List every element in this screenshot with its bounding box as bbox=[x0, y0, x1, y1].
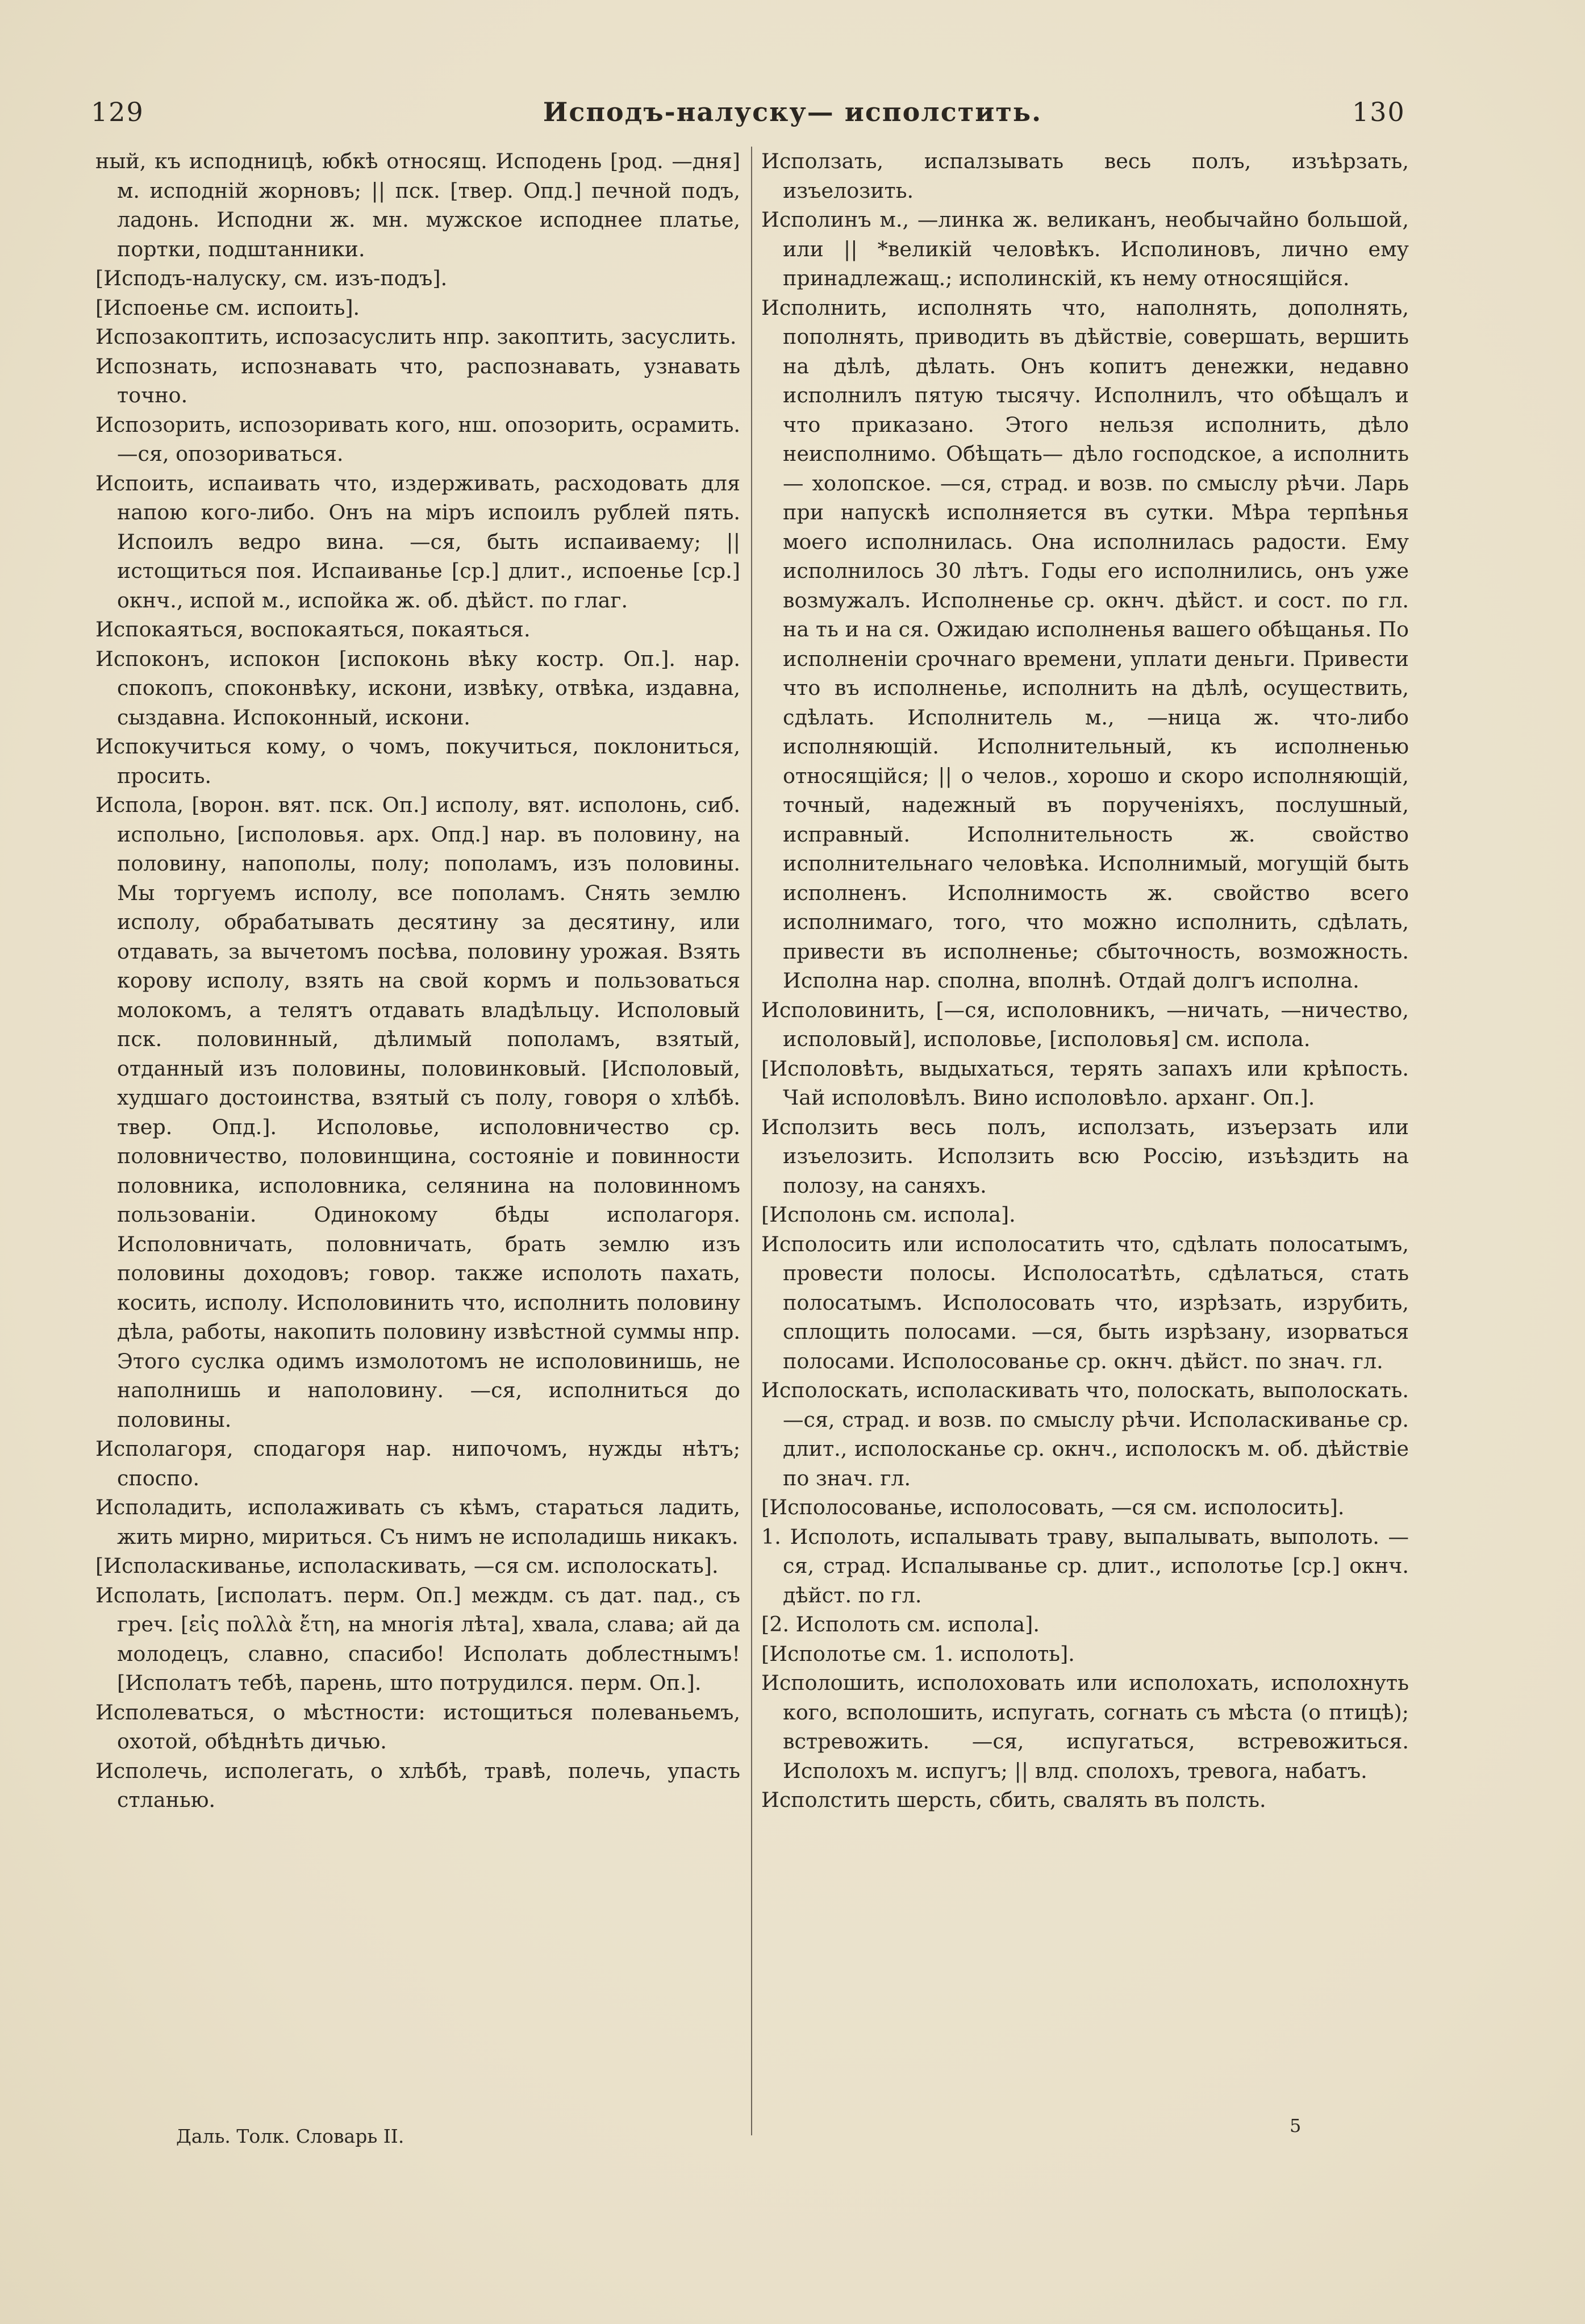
entry: Исползить весь полъ, исползать, изъерзать или изъелозить. Исползить всю Россію, изъѣздить на полозу, на саняхъ. bbox=[761, 1114, 1409, 1198]
entry: Испозорить, испозоривать кого, нш. опозорить, осрамить. —ся, опозориваться. bbox=[95, 412, 740, 466]
entry: [Исполонь см. испола]. bbox=[761, 1202, 1016, 1227]
entry: Исполадить, исполаживать съ кѣмъ, стараться ладить, жить мирно, мириться. Съ нимъ не исполадишь никакъ. bbox=[95, 1495, 740, 1549]
page-number-left: 129 bbox=[91, 97, 144, 127]
entry: [Исполовѣть, выдыхаться, терять запахъ или крѣпость. Чай исполовѣлъ. Вино исполовѣло. арханг. Оп.]. bbox=[761, 1056, 1409, 1110]
entry: Исполать, [исполатъ. перм. Оп.] междм. съ дат. пад., съ греч. [εἰς πολλὰ ἔτη, на многія лѣта], хвала, слава; ай да молодецъ, славно, спасибо! Исполать доблестнымъ! [Исполатъ тебѣ, парень, што потрудился. перм. Оп.]. bbox=[95, 1582, 740, 1695]
entry: Исполеваться, о мѣстности: истощиться полеваньемъ, охотой, обѣднѣть дичью. bbox=[95, 1700, 740, 1754]
entry: [Исполосованье, исполосовать, —ся см. исполосить]. bbox=[761, 1495, 1345, 1519]
entry: Исполовинить, [—ся, исполовникъ, —ничать, —ничество, исполовый], исполовье, [исполовья] см. испола. bbox=[761, 997, 1409, 1051]
entry: Испознать, испознавать что, распознавать, узнавать точно. bbox=[95, 353, 740, 407]
entry: [Исподъ-налуску, см. изъ-подъ]. bbox=[95, 266, 448, 290]
column-divider bbox=[751, 147, 752, 2135]
entry: Исполечь, исполегать, о хлѣбѣ, травѣ, полечь, упасть стланью. bbox=[95, 1758, 740, 1812]
entry: Испозакоптить, испозасуслить нпр. закоптить, засуслить. bbox=[95, 324, 737, 349]
entry: [Исполаскиванье, исполаскивать, —ся см. исполоскать]. bbox=[95, 1554, 719, 1578]
entry: [2. Исполоть см. испола]. bbox=[761, 1612, 1040, 1636]
entry: Исполошить, исполоховать или исполохать, исполохнуть кого, всполошить, испугать, согнать съ мѣста (о птицѣ); встревожить. —ся, испугаться, встревожиться. Исполохъ м. испугъ; || влд. сполохъ, тревога, набатъ. bbox=[761, 1671, 1409, 1783]
signature-mark: 5 bbox=[1290, 2115, 1302, 2136]
entry: Испокаяться, воспокаяться, покаяться. bbox=[95, 617, 531, 642]
left-column bbox=[95, 147, 740, 1815]
entry: Испоконъ, испокон [испоконь вѣку костр. Оп.]. нар. спокопъ, споконвѣку, искони, извѣку, отвѣка, издавна, сыздавна. Испоконный, искони. bbox=[95, 646, 740, 730]
entry: Исполнить, исполнять что, наполнять, дополнять, пополнять, приводить въ дѣйствіе, совершать, вершить на дѣлѣ, дѣлать. Онъ копитъ денежки, недавно исполнилъ пятую тысячу. Исполнилъ, что обѣщалъ и что приказано. Этого нельзя исполнить, дѣло неисполнимо. Обѣщать— дѣло господское, а исполнить — холопское. —ся, страд. и возв. по смыслу рѣчи. Ларь при напускѣ исполняется въ сутки. Мѣра терпѣнья моего исполнилась. Она исполнилась радости. Ему исполнилось 30 лѣтъ. Годы его исполнились, онъ уже возмужалъ. Исполненье ср. окнч. дѣйст. и сост. по гл. на ть и на ся. Ожидаю исполненья вашего обѣщанья. По исполненіи срочнаго времени, уплати деньги. Привести что въ исполненье, исполнить на дѣлѣ, осуществить, сдѣлать. Исполнитель м., —ница ж. что-либо исполняющій. Исполнительный, къ исполненью относящійся; || о челов., хорошо и скоро исполняющій, точный, надежный въ порученіяхъ, послушный, исправный. Исполнительность ж. свойство исполнительнаго человѣка. Исполнимый, могущій быть исполненъ. Исполнимость ж. свойство всего исполнимаго, того, что можно исполнить, сдѣлать, привести въ исполненье; сбыточность, возможность. Исполна нар. сполна, вполнѣ. Отдай долгъ исполна. bbox=[761, 295, 1409, 993]
entry: ный, къ исподницѣ, юбкѣ относящ. Исподень [род. —дня] м. исподній жорновъ; || пск. [твер. Опд.] печной подъ, ладонь. Исподни ж. мн. мужское исподнее платье, портки, подштанники. bbox=[95, 149, 740, 261]
entry: Испоить, испаивать что, издерживать, расходовать для напою кого-либо. Онъ на міръ испоилъ рублей пять. Испоилъ ведро вина. —ся, быть испаиваему; || истощиться поя. Испаиванье [ср.] длит., испоенье [ср.] окнч., испой м., испойка ж. об. дѣйст. по глаг. bbox=[95, 470, 740, 613]
entry: Исполосить или исполосатить что, сдѣлать полосатымъ, провести полосы. Исполосатѣть, сдѣлаться, стать полосатымъ. Исполосовать что, изрѣзать, изрубить, сплощить полосами. —ся, быть изрѣзану, изорваться полосами. Исполосованье ср. окнч. дѣйст. по знач. гл. bbox=[761, 1231, 1409, 1373]
entry: Исполинъ м., —линка ж. великанъ, необычайно большой, или || *великій человѣкъ. Исполиновъ, лично ему принадлежащ.; исполинскій, къ нему относящійся. bbox=[761, 207, 1409, 290]
entry: [Исполотье см. 1. исполоть]. bbox=[761, 1641, 1075, 1666]
imprint: Даль. Толк. Словарь II. bbox=[176, 2125, 404, 2147]
entry: Исполоскать, исполаскивать что, полоскать, выполоскать. —ся, страд. и возв. по смыслу рѣчи. Исполаскиванье ср. длит., исполосканье ср. окнч., исполоскъ м. об. дѣйствіе по знач. гл. bbox=[761, 1378, 1409, 1490]
entry: Испола, [ворон. вят. пск. Оп.] исполу, вят. исполонь, сиб. испольно, [исполовья. арх. Опд.] нар. въ половину, на половину, напополы, полу; пополамъ, изъ половины. Мы торгуемъ исполу, все пополамъ. Снять землю исполу, обрабатывать десятину за десятину, или отдавать, за вычетомъ посѣва, половину урожая. Взять корову исполу, взять на свой кормъ и пользоваться молокомъ, а телятъ отдавать владѣльцу. Исполовый пск. половинный, дѣлимый пополамъ, взятый, отданный изъ половины, половинковый. [Исполовый, худшаго достоинства, взятый съ полу, говоря о хлѣбѣ. твер. Опд.]. Исполовье, исполовничество ср. половничество, половинщина, состояніе и повинности половника, исполовника, селянина на половинномъ пользованіи. Одинокому бѣды исполагоря. Исполовничать, половничать, брать землю изъ половины доходовъ; говор. также исполоть пахать, косить, исполу. Исполовинить что, исполнить половину дѣла, работы, накопить половину извѣстной суммы нпр. Этого суслка одимъ измолотомъ не исполовинишь, не наполнишь и наполовину. —ся, исполниться до половины. bbox=[95, 793, 740, 1432]
page-number-right: 130 bbox=[1352, 97, 1405, 127]
entry: Исполстить шерсть, сбить, свалять въ полсть. bbox=[761, 1788, 1266, 1812]
page-header bbox=[0, 85, 1585, 131]
entry: 1. Исполоть, испалывать траву, выпалывать, выполоть. —ся, страд. Испалыванье ср. длит., исполотье [ср.] окнч. дѣйст. по гл. bbox=[761, 1524, 1409, 1607]
entry: Испокучиться кому, о чомъ, покучиться, поклониться, просить. bbox=[95, 734, 740, 788]
running-title: Исподъ-налуску— исполстить. bbox=[543, 97, 1042, 127]
entry: [Испоенье см. испоить]. bbox=[95, 295, 360, 320]
entry: Исполагоря, сподагоря нар. нипочомъ, нужды нѣтъ; споспо. bbox=[95, 1436, 740, 1490]
right-column bbox=[761, 147, 1409, 1815]
entry: Исползать, испалзывать весь полъ, изъѣрзать, изъелозить. bbox=[761, 149, 1409, 203]
